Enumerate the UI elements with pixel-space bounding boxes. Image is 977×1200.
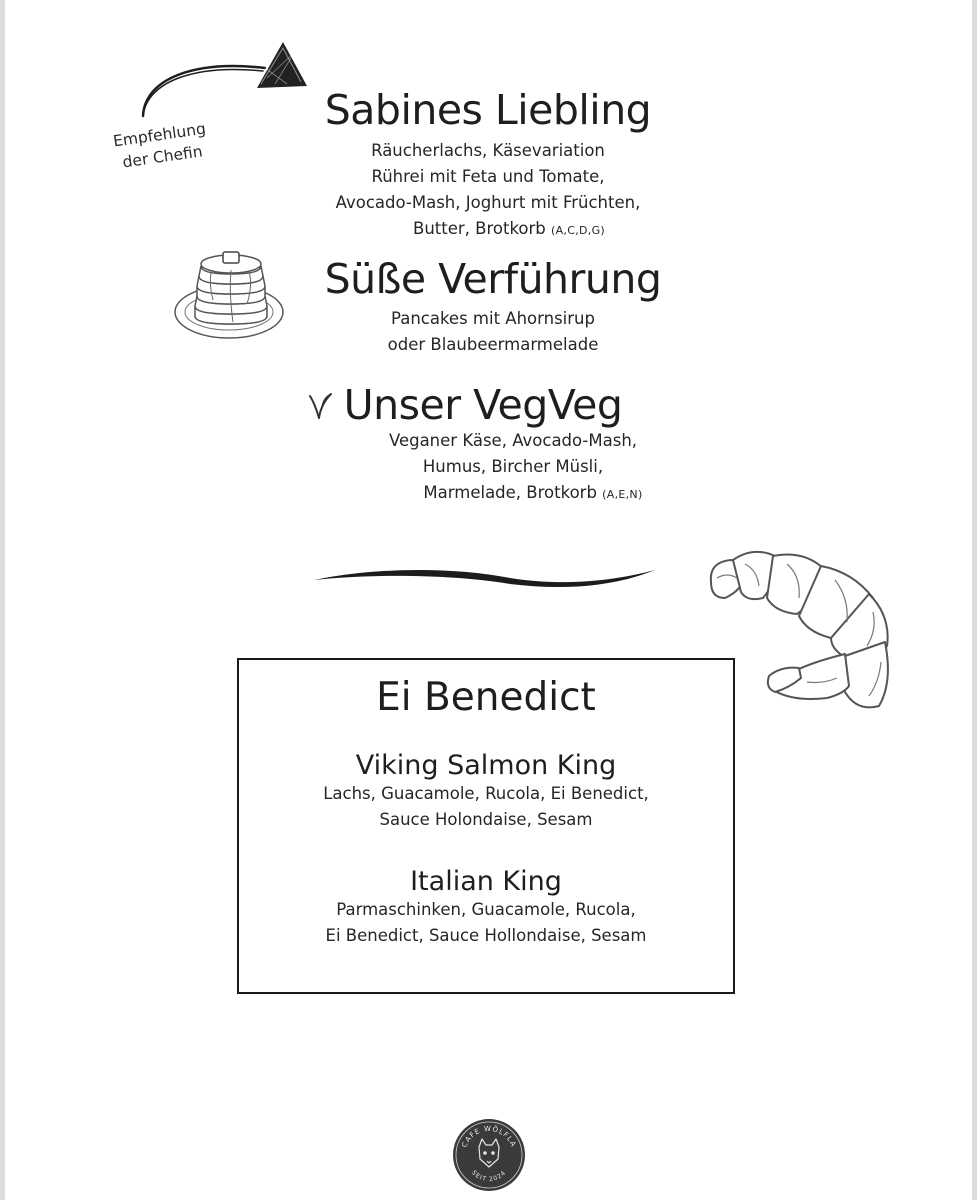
- description-line: Avocado-Mash, Joghurt mit Früchten,: [335, 193, 641, 212]
- wolf-logo-seal: [451, 1117, 527, 1193]
- description-line: Räucherlachs, Käsevariation: [371, 141, 605, 160]
- ei-benedict-box: [237, 658, 735, 994]
- description-line: oder Blaubeermarmelade: [387, 335, 599, 354]
- box-title-wrap: [239, 675, 733, 720]
- note-line-1: Empfehlung: [111, 119, 207, 151]
- description-line: Pancakes mit Ahornsirup: [391, 309, 595, 328]
- description-line-with-allergens: [288, 216, 688, 244]
- description-line: Marmelade, Brotkorb: [423, 483, 597, 502]
- dish-description: [239, 781, 733, 833]
- dish-description: [239, 897, 733, 949]
- item-title: Süße Verführung: [324, 255, 662, 303]
- menu-page: [5, 0, 972, 1200]
- description-line: Veganer Käse, Avocado-Mash,: [388, 431, 638, 450]
- item-title: Unser VegVeg: [343, 381, 623, 429]
- menu-item-sabines-liebling: [288, 86, 688, 244]
- description-line: Lachs, Guacamole, Rucola, Ei Benedict,: [323, 784, 649, 803]
- dish-italian-king: [239, 868, 733, 949]
- pancake-stack-icon: [171, 244, 291, 344]
- logo-top-text: CAFE WÖLFLA: [460, 1124, 518, 1149]
- menu-item-unser-vegveg: [343, 381, 623, 429]
- description-line: Humus, Bircher Müsli,: [422, 457, 604, 476]
- item-description: [288, 306, 698, 358]
- box-title: Ei Benedict: [376, 675, 596, 720]
- menu-item-suesse-verfuehrung: [288, 255, 698, 358]
- description-line: Ei Benedict, Sauce Hollondaise, Sesam: [325, 926, 647, 945]
- dish-name: Viking Salmon King: [355, 750, 617, 781]
- description-line: Rührei mit Feta und Tomate,: [371, 167, 605, 186]
- allergen-codes: (A,E,N): [602, 488, 643, 501]
- chef-recommendation-note: [99, 116, 224, 176]
- description-line: Sauce Holondaise, Sesam: [379, 810, 593, 829]
- dish-viking-salmon-king: [239, 752, 733, 833]
- description-line-with-allergens: [288, 480, 738, 508]
- logo-bottom-text: SEIT 2024: [470, 1169, 508, 1184]
- dish-name: Italian King: [410, 866, 562, 897]
- item-description: [288, 428, 738, 508]
- description-line: Parmaschinken, Guacamole, Rucola,: [336, 900, 636, 919]
- note-line-2: der Chefin: [121, 142, 204, 172]
- brush-stroke-divider: [310, 562, 660, 592]
- item-title: Sabines Liebling: [324, 86, 652, 134]
- item-description: [288, 138, 688, 244]
- vegan-leaf-icon: [307, 390, 335, 422]
- allergen-codes: (A,C,D,G): [551, 224, 605, 237]
- description-line: Butter, Brotkorb: [413, 219, 546, 238]
